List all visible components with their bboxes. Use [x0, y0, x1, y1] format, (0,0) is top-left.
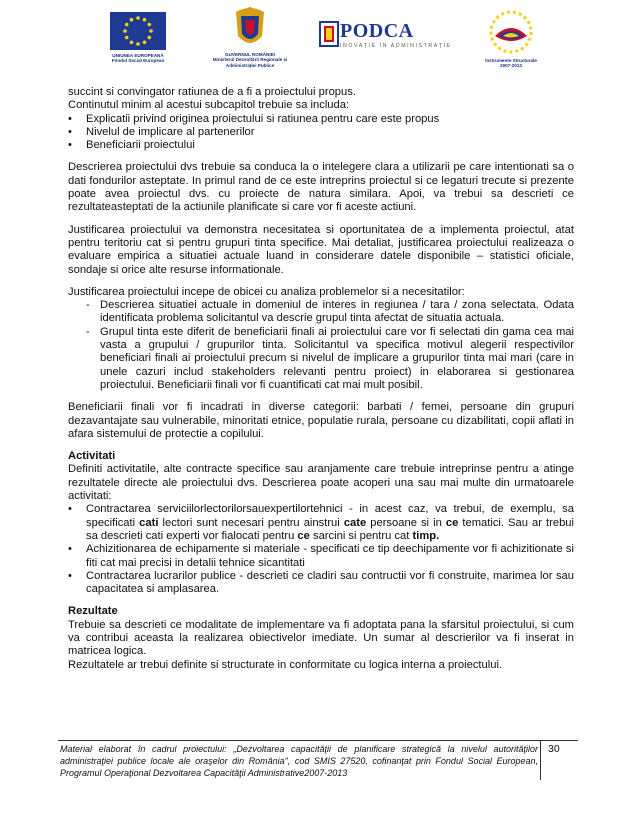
gov-caption-3: Administrației Publice [225, 62, 275, 68]
section-heading-rezultate: Rezultate [68, 605, 118, 618]
eu-flag-icon [110, 12, 166, 50]
list-item-text: Achizitionarea de echipamente si materiale - specificati ce tip deechipamente vor fi achizitionate si fiti cat mai precisi in detalii tehnice sicantitati [86, 543, 574, 569]
list-item-text: Beneficiarii proiectului [86, 139, 195, 152]
podca-wordmark: PODCA [340, 20, 414, 42]
instrumente-structurale-icon [481, 6, 541, 58]
bullet-marker: • [68, 503, 72, 516]
bullet-marker: • [68, 569, 72, 582]
list-item-text: Nivelul de implicare al partenerilor [86, 125, 255, 138]
list-item [68, 543, 574, 570]
coat-of-arms-icon [232, 6, 268, 52]
gov-caption-2: Ministerul Dezvoltării Regionale și [212, 57, 288, 63]
page-header [0, 0, 638, 88]
paragraph: Rezultatele ar trebui definite si structurate in conformitate cu logica interna a proiectului. [68, 658, 503, 671]
paragraph: succint si convingator ratiunea de a fi a proiectului propus. [68, 86, 356, 98]
list-item-text: Contractarea serviciilorlectorilorsauexpertilortehnici - in acest caz, va trebui, de exemplu, sa specificati cati lectori sunt necesari pentru ainstrui cate persoane si in ce tematici. Sau ar trebui sa descrieti cati experti vor fialocati pentru ce sarcini si pentru cat timp. [86, 503, 574, 542]
list-item [86, 299, 574, 326]
podca-tagline: INOVAȚIE ÎN ADMINISTRAȚIE [340, 43, 452, 49]
list-item [86, 326, 574, 392]
podca-emblem-icon [318, 18, 340, 48]
list-item [68, 126, 574, 139]
document-body [68, 86, 574, 672]
podca-logo [318, 18, 452, 58]
eu-caption-1: UNIUNEA EUROPEANĂ [112, 53, 164, 58]
gov-logo [200, 6, 300, 68]
paragraph: Trebuie sa descrieti ce modalitate de implementare va fi adoptata pana la sfarsitul proiectului, si cum va contribui aceasta la realizarea obiectivelor imediate. Un sumar al descrierilor va fi inserat in matricea logica. [68, 618, 574, 658]
page-number: 30 [548, 743, 560, 755]
footer-vertical-divider [540, 740, 541, 780]
bullet-marker: • [68, 125, 72, 138]
footer-text: Material elaborat în cadrul proiectului: „Dezvoltarea capacităţii de planificare strategică la nivelul autorităţilor administraţiei publice locale ale oraşelor din România", cod SMIS 27520, cofinanţat prin Fondul Social European, Programul Operaţional Dezvoltarea Capacităţii Administrative2007-2013 [60, 744, 538, 779]
list-item [68, 503, 574, 543]
list-item [68, 570, 574, 597]
paragraph: Descrierea proiectului dvs trebuie sa conduca la o intelegere clara a utilizarii pe care intentionati sa o dati fondurilor asteptate. In primul rand de ce este intreprins proiectul si ce legaturi trecute si prezente poate avea proiectul dvs. cu proiecte de natura similara. Apoi, va trebui sa descrieti ce rezultateasteptati de la actiunile planificate si care vor fi aceste actiuni. [68, 161, 574, 214]
paragraph: Continutul minim al acestui subcapitol trebuie sa includa: [68, 99, 350, 112]
dash-marker: - [86, 325, 90, 338]
instrumente-structurale-logo [466, 6, 556, 69]
eu-caption-2: Fondul Social European [111, 58, 165, 64]
list-item-text: Descrierea situatiei actuale in domeniul de interes in regiunea / tara / zona selectata. Odata identificata problema solicitantul va descrie grupul tinta afectat de situatia actuala. [100, 299, 574, 325]
paragraph: Justificarea proiectului va demonstra necesitatea si oportunitatea de a implementa proiectul, atat pentru teritoriu cat si pentru grupuri tinta specifice. Mai detaliat, justificarea proiectului realizeaza o evaluare empirica a situatiei actuale luand in considerare datele disponibile – statistici oficiale, sondaje si orice alte resurse informationale. [68, 223, 574, 276]
dash-marker: - [86, 299, 90, 312]
paragraph: Beneficiarii finali vor fi incadrati in diverse categorii: barbati / femei, persoane din grupuri dezavantajate sau vulnerabile, minoritati etnice, populatie rurala, persoane cu dizabilitati, copii aflati in afara sistemului de protectie a copilului. [68, 401, 574, 440]
list-item-text: Contractarea lucrarilor publice - descrieti ce cladiri sau contructii vor fi construite, marimea lor sau capacitatea si amplasarea. [86, 569, 574, 596]
inst-caption-2: 2007-2013 [500, 63, 522, 69]
paragraph: Justificarea proiectului incepe de obicei cu analiza problemelor si a necesitatilor: [68, 285, 465, 298]
bullet-marker: • [68, 543, 72, 556]
list-item-text: Explicatii privind originea proiectului si ratiunea pentru care este propus [86, 112, 440, 125]
list-item [68, 139, 574, 152]
paragraph: Definiti activitatile, alte contracte specifice sau aranjamente care trebuie intreprinse pentru a atinge rezultatele directe ale proiectului dvs. Descrierea poate acoperi una sau mai multe din urmatoarele activitati: [68, 463, 574, 503]
eu-logo [96, 12, 180, 64]
section-heading-activitati: Activitati [68, 450, 116, 463]
inst-caption-1: Instrumente Structurale [485, 58, 537, 63]
bullet-marker: • [68, 112, 72, 125]
list-item-text: Grupul tinta este diferit de beneficiarii finali ai proiectului care vor fi selectati din gama cea mai vasta a grupului / grupurilor tinta. Solicitantul va specifica motivul alegerii respectivilor beneficiari finali ai proiectului precum si nivelul de implicare a grupurilor tinta mai mari (care in unele cazuri includ stakeholders relevanti pentru proiect) in elaborarea si gestionarea proiectului. Beneficiarii finali vor fi cuantificati cat mai mult posibil. [100, 325, 574, 391]
bullet-marker: • [68, 139, 72, 152]
list-item [68, 113, 574, 126]
gov-caption-1: GUVERNUL ROMÂNIEI [225, 52, 275, 57]
footer-divider [58, 740, 578, 741]
